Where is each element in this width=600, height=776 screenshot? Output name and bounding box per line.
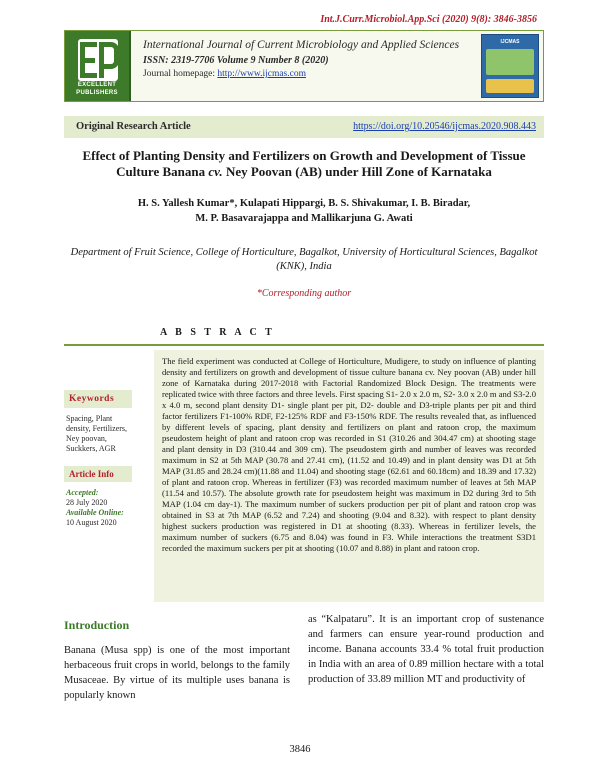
running-head: Int.J.Curr.Microbiol.App.Sci (2020) 9(8): 3846-3856 <box>320 14 537 25</box>
intro-heading: Introduction <box>64 618 130 632</box>
affiliation: Department of Fruit Science, College of Horticulture, Bagalkot, University of Horticultural Sciences, Bagalkot (KNK), India <box>70 247 538 272</box>
journal-issn: ISSN: 2319-7706 Volume 9 Number 8 (2020) <box>143 55 329 66</box>
logo-text: EXCELLENT PUBLISHERS <box>76 82 118 96</box>
abstract-rule <box>64 344 544 346</box>
ep-logo-icon <box>78 39 118 81</box>
homepage-link[interactable]: http://www.ijcmas.com <box>217 69 306 79</box>
intro-right-text: as “Kalpataru”. It is an important crop of sustenance and farmers can ensure year-round production and income. Banana accounts 33.4 % total fruit production in India with an area of 0.89 million hectare with a total production of 33.89 million MT and productivity of <box>308 614 544 685</box>
article-info-heading: Article Info <box>64 466 132 482</box>
article-type: Original Research Article <box>76 121 191 132</box>
page-number: 3846 <box>289 744 311 755</box>
authors: H. S. Yallesh Kumar*, Kulapati Hippargi, B. S. Shivakumar, I. B. Biradar, M. P. Basavarajappa and Mallikarjuna G. Awati <box>137 198 471 224</box>
keywords-heading: Keywords <box>64 390 132 408</box>
abstract-heading: A B S T R A C T <box>160 327 275 338</box>
abstract-box <box>154 350 544 602</box>
article-type-band <box>64 116 544 138</box>
intro-left-text: Banana (Musa spp) is one of the most important herbaceous fruit crops in world, belongs to the family Musaceae. By virtue of its multiple uses banana is popularly known <box>64 645 290 701</box>
keywords-list: Spacing, Plant density, Fertilizers, Ney poovan, Suckkers, AGR <box>66 414 128 453</box>
journal-header <box>64 30 544 102</box>
journal-name: International Journal of Current Microbiology and Applied Sciences <box>143 39 460 51</box>
publisher-logo <box>65 31 131 101</box>
article-sidebar <box>64 390 132 565</box>
article-title: Effect of Planting Density and Fertilizers on Growth and Development of Tissue Culture Banana cv. Ney Poovan (AB) under Hill Zone of Karnataka <box>82 148 526 179</box>
abstract-text: The field experiment was conducted at College of Horticulture, Mudigere, to study on influence of planting density and fertilizers on growth and development of tissue culture banana cv. Ney poovan (AB) under hill zone of Karnataka during 2017-2018 with Factorial Randomized Block Design. The treatments were replicated twice with three factors and three levels. First spacing S1- 2.0 x 2.0 m, S2- 3.0 x 2.0 m and S3-2.0 x 4.0 m, second plant density D1- single plant per pit, D2- double and D3-triple plants per pit and third factor fertilizers F1-100% RDF, F2-125% RDF and F3-150% RDF. The results revealed that, as influenced by different levels of spacing, plant density and fertilizers on plant and ratoon crop, the maximum pseudostem height of plant and ratoon crop was recorded in S1 (310.26 and 304.47 cm) at shooting stage and plant density in D3 (310.44 and 309 cm). The pseudostem girth and number of leaves was recorded maximum in S2 at 5th MAP (30.78 and 27.41 cm), (11.52 and 10.49) and in plant density was D1 at 5th MAP (31.85 and 28.24 cm)(11.88 and 11.04) and shooting stage (62.61 and 60.18cm) and 18.39 and 17.32) of plant and ratoon crop. Whereas in fertilizer (F3) was recorded maximum number of leaves at 5th MAP (11.54 and 10.57). The absolute growth rate for pseudostem height was maximum in D2 during 3rd to 5th MAP (1.04 cm day-1). The maximum number of suckers production per pit of plant and ratoon crop was obtained in S3 at 7th MAP (6.52 and 7.24) and shooting (9.04 and 8.32). with respect to plant density highest suckers production was registered in D1 at shooting (8.33). Whereas in fertilizer levels, the maximum number of suckers (6.75 and 8.04) was found in F3. While interactions the treatment S3D1 recorded the maximum suckers per pit at shooting (10.07 and 8.88) in plant and ratoon crop. <box>162 356 536 553</box>
article-dates: Accepted: 28 July 2020 Available Online: 10 August 2020 <box>66 488 124 527</box>
journal-homepage: Journal homepage: http://www.ijcmas.com <box>143 69 306 79</box>
intro-left-column <box>64 618 290 703</box>
corresponding-author: *Corresponding author <box>256 288 352 299</box>
journal-cover-image: IJCMAS <box>481 34 539 98</box>
doi-link[interactable]: https://doi.org/10.20546/ijcmas.2020.908.443 <box>353 121 536 132</box>
